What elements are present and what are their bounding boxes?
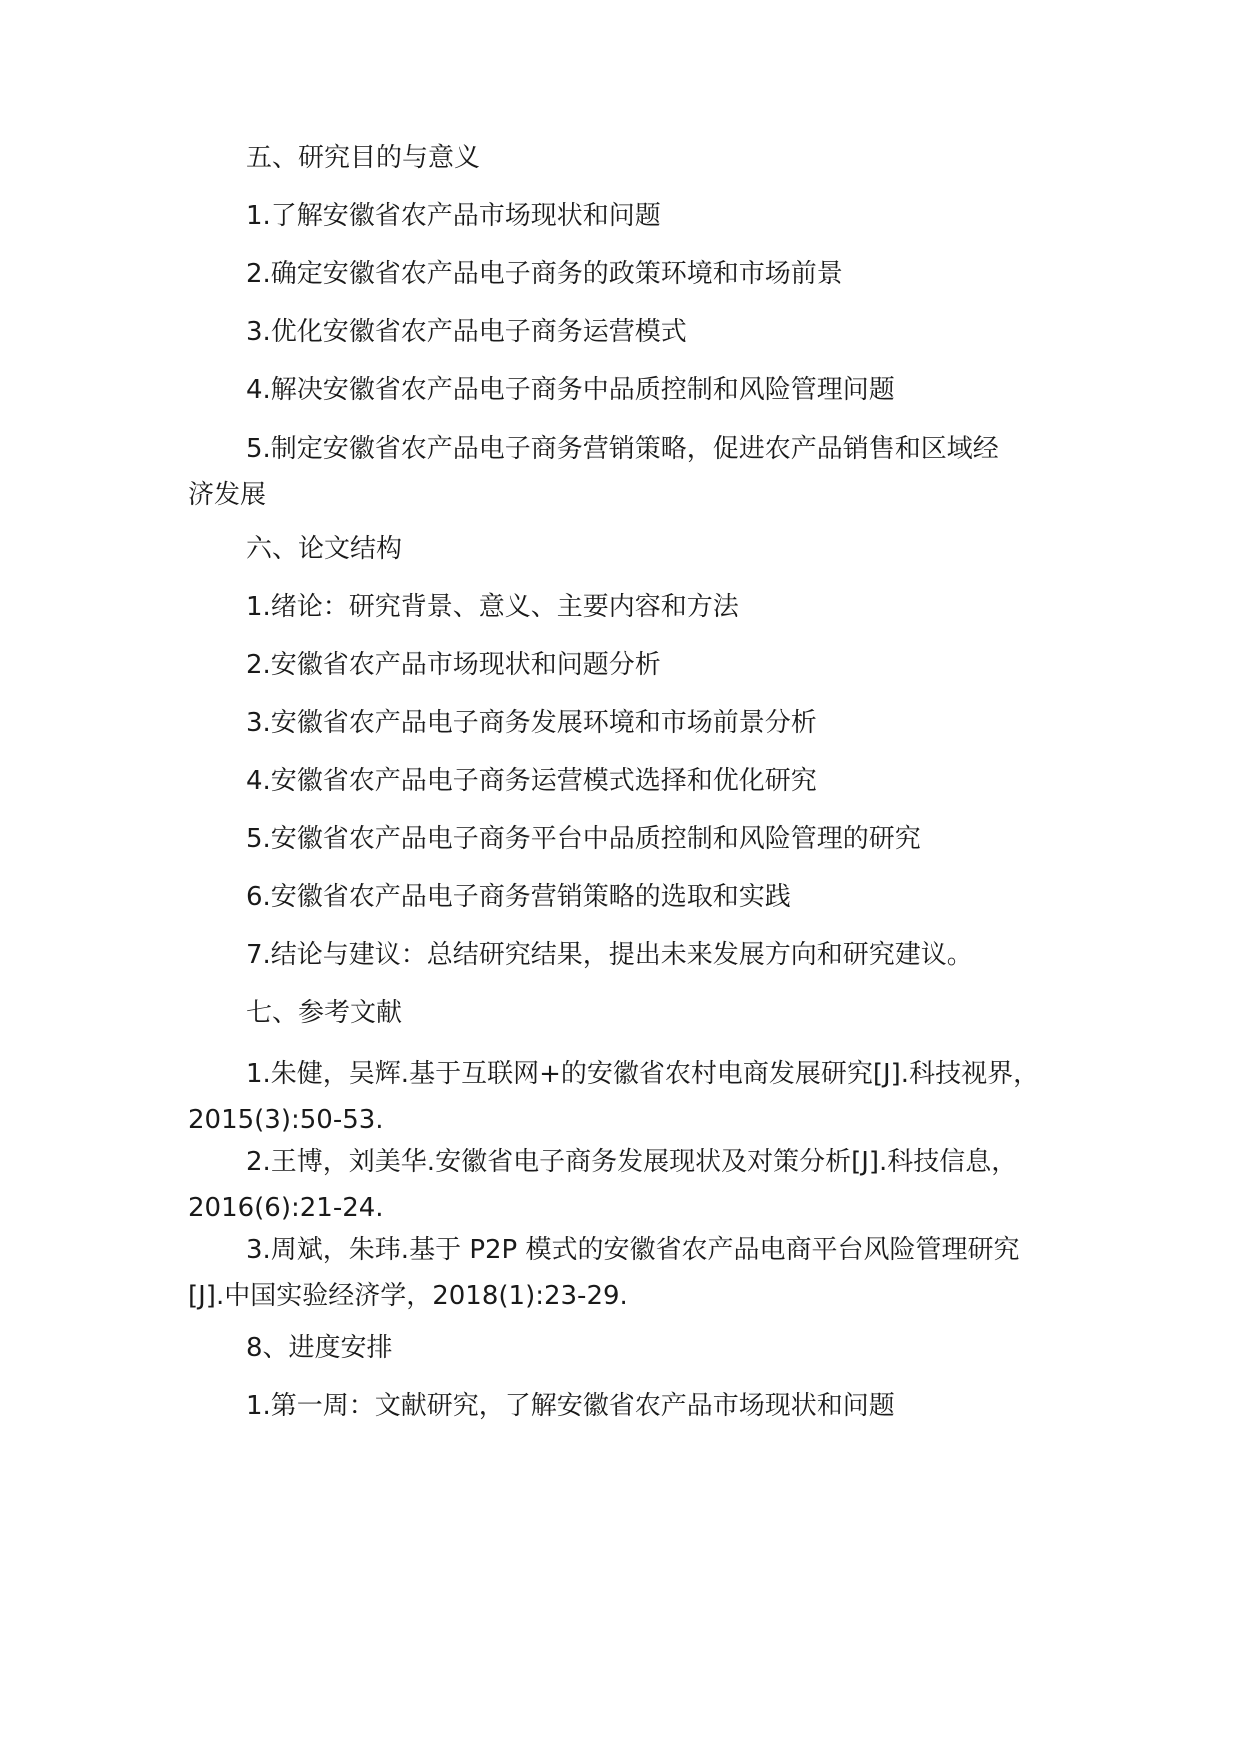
list-item: 7.结论与建议：总结研究结果，提出未来发展方向和研究建议。: [246, 940, 973, 970]
list-item: 1.了解安徽省农产品市场现状和问题: [246, 201, 661, 231]
section-heading: 五、研究目的与意义: [246, 143, 481, 173]
reference-line: 2016(6):21-24.: [188, 1193, 384, 1223]
list-item: 4.解决安徽省农产品电子商务中品质控制和风险管理问题: [246, 375, 895, 405]
list-item: 6.安徽省农产品电子商务营销策略的选取和实践: [246, 882, 791, 912]
list-item: [188, 426, 1088, 518]
section-heading: 8、进度安排: [246, 1333, 393, 1363]
list-item: 4.安徽省农产品电子商务运营模式选择和优化研究: [246, 766, 817, 796]
section-heading: 七、参考文献: [246, 998, 403, 1028]
reference-line: [J].中国实验经济学，2018(1):23-29.: [188, 1281, 628, 1311]
list-item: 3.优化安徽省农产品电子商务运营模式: [246, 317, 687, 347]
reference-line: 2.王博，刘美华.安徽省电子商务发展现状及对策分析[J].科技信息，: [246, 1147, 1018, 1177]
list-item: 2.安徽省农产品市场现状和问题分析: [246, 650, 661, 680]
list-item-line: 济发展: [188, 480, 267, 510]
list-item: 3.安徽省农产品电子商务发展环境和市场前景分析: [246, 708, 817, 738]
list-item: 2.确定安徽省农产品电子商务的政策环境和市场前景: [246, 259, 843, 289]
reference-line: 2015(3):50-53.: [188, 1105, 384, 1135]
list-item: 1.绪论：研究背景、意义、主要内容和方法: [246, 592, 739, 622]
reference-item: [188, 1139, 1088, 1231]
reference-item: [188, 1051, 1088, 1143]
list-item: 1.第一周：文献研究，了解安徽省农产品市场现状和问题: [246, 1391, 895, 1421]
list-item: 5.安徽省农产品电子商务平台中品质控制和风险管理的研究: [246, 824, 921, 854]
reference-line: 3.周斌，朱玮.基于 P2P 模式的安徽省农产品电商平台风险管理研究: [246, 1235, 1020, 1265]
reference-item: [188, 1227, 1088, 1319]
list-item-line: 5.制定安徽省农产品电子商务营销策略，促进农产品销售和区域经: [246, 434, 999, 464]
reference-line: 1.朱健，吴辉.基于互联网+的安徽省农村电商发展研究[J].科技视界，: [246, 1059, 1040, 1089]
section-heading: 六、论文结构: [246, 534, 403, 564]
